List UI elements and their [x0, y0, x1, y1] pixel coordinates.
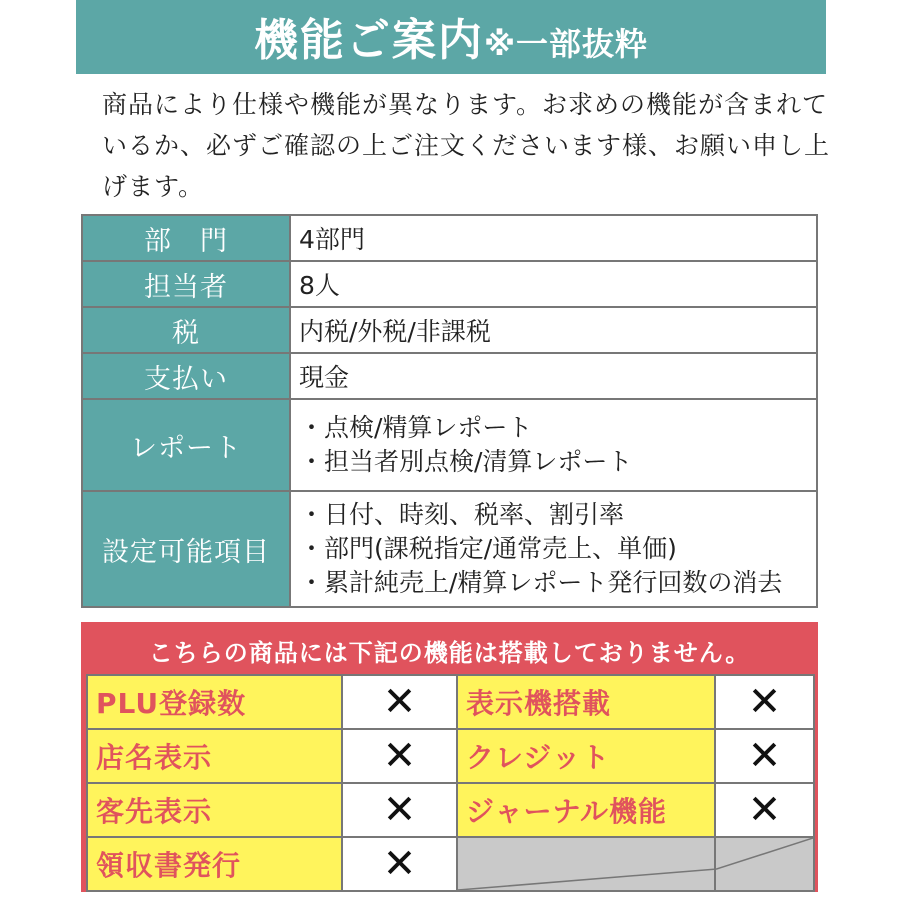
diagonal-slash — [458, 838, 714, 890]
feature-store-name: 店名表示 — [87, 729, 342, 783]
spec-table — [81, 214, 818, 608]
spec-line: ・日付、時刻、税率、割引率 — [299, 500, 625, 529]
spec-label-departments: 部 門 — [82, 215, 290, 261]
spec-line: ・点検/精算レポート — [299, 413, 533, 442]
empty-cell — [457, 837, 715, 891]
spec-value-tax — [290, 307, 817, 353]
feature-display: 表示機搭載 — [457, 675, 715, 729]
spec-line: 現金 — [299, 363, 350, 392]
spec-value-reports — [290, 399, 817, 491]
spec-line: ・累計純売上/精算レポート発行回数の消去 — [299, 568, 783, 597]
feature-plu: PLU登録数 — [87, 675, 342, 729]
spec-label-settings: 設定可能項目 — [82, 491, 290, 607]
spec-label-tax: 税 — [82, 307, 290, 353]
spec-line: 4部門 — [299, 225, 365, 254]
cross-icon: ✕ — [715, 783, 814, 837]
spec-value-departments — [290, 215, 817, 261]
unsupported-features-box — [81, 622, 818, 892]
spec-value-settings — [290, 491, 817, 607]
cross-icon: ✕ — [342, 783, 457, 837]
spec-label-clerks: 担当者 — [82, 261, 290, 307]
unsupported-table — [86, 674, 815, 892]
unsupported-heading: こちらの商品には下記の機能は搭載しておりません。 — [148, 639, 751, 667]
page-title: 機能ご案内 — [253, 15, 484, 66]
spec-label-reports: レポート — [82, 399, 290, 491]
diagonal-slash — [716, 838, 813, 890]
spec-line: 8人 — [299, 271, 340, 300]
spec-label-payment: 支払い — [82, 353, 290, 399]
spec-line: ・部門(課税指定/通常売上、単価) — [299, 534, 677, 563]
cross-icon: ✕ — [342, 675, 457, 729]
cross-icon: ✕ — [715, 729, 814, 783]
spec-value-payment — [290, 353, 817, 399]
cross-icon: ✕ — [342, 837, 457, 891]
empty-cell — [715, 837, 814, 891]
intro-text: 商品により仕様や機能が異なります。お求めの機能が含まれているか、必ずご確認の上ご注文くださいます様、お願い申し上げます。 — [102, 90, 831, 201]
spec-line: 内税/外税/非課税 — [299, 317, 491, 346]
feature-receipt: 領収書発行 — [87, 837, 342, 891]
cross-icon: ✕ — [342, 729, 457, 783]
cross-icon: ✕ — [715, 675, 814, 729]
feature-customer-display: 客先表示 — [87, 783, 342, 837]
spec-line: ・担当者別点検/清算レポート — [299, 447, 633, 476]
spec-value-clerks — [290, 261, 817, 307]
feature-journal: ジャーナル機能 — [457, 783, 715, 837]
title-banner — [76, 0, 826, 74]
feature-credit: クレジット — [457, 729, 715, 783]
page-subtitle: ※一部抜粋 — [483, 25, 649, 63]
